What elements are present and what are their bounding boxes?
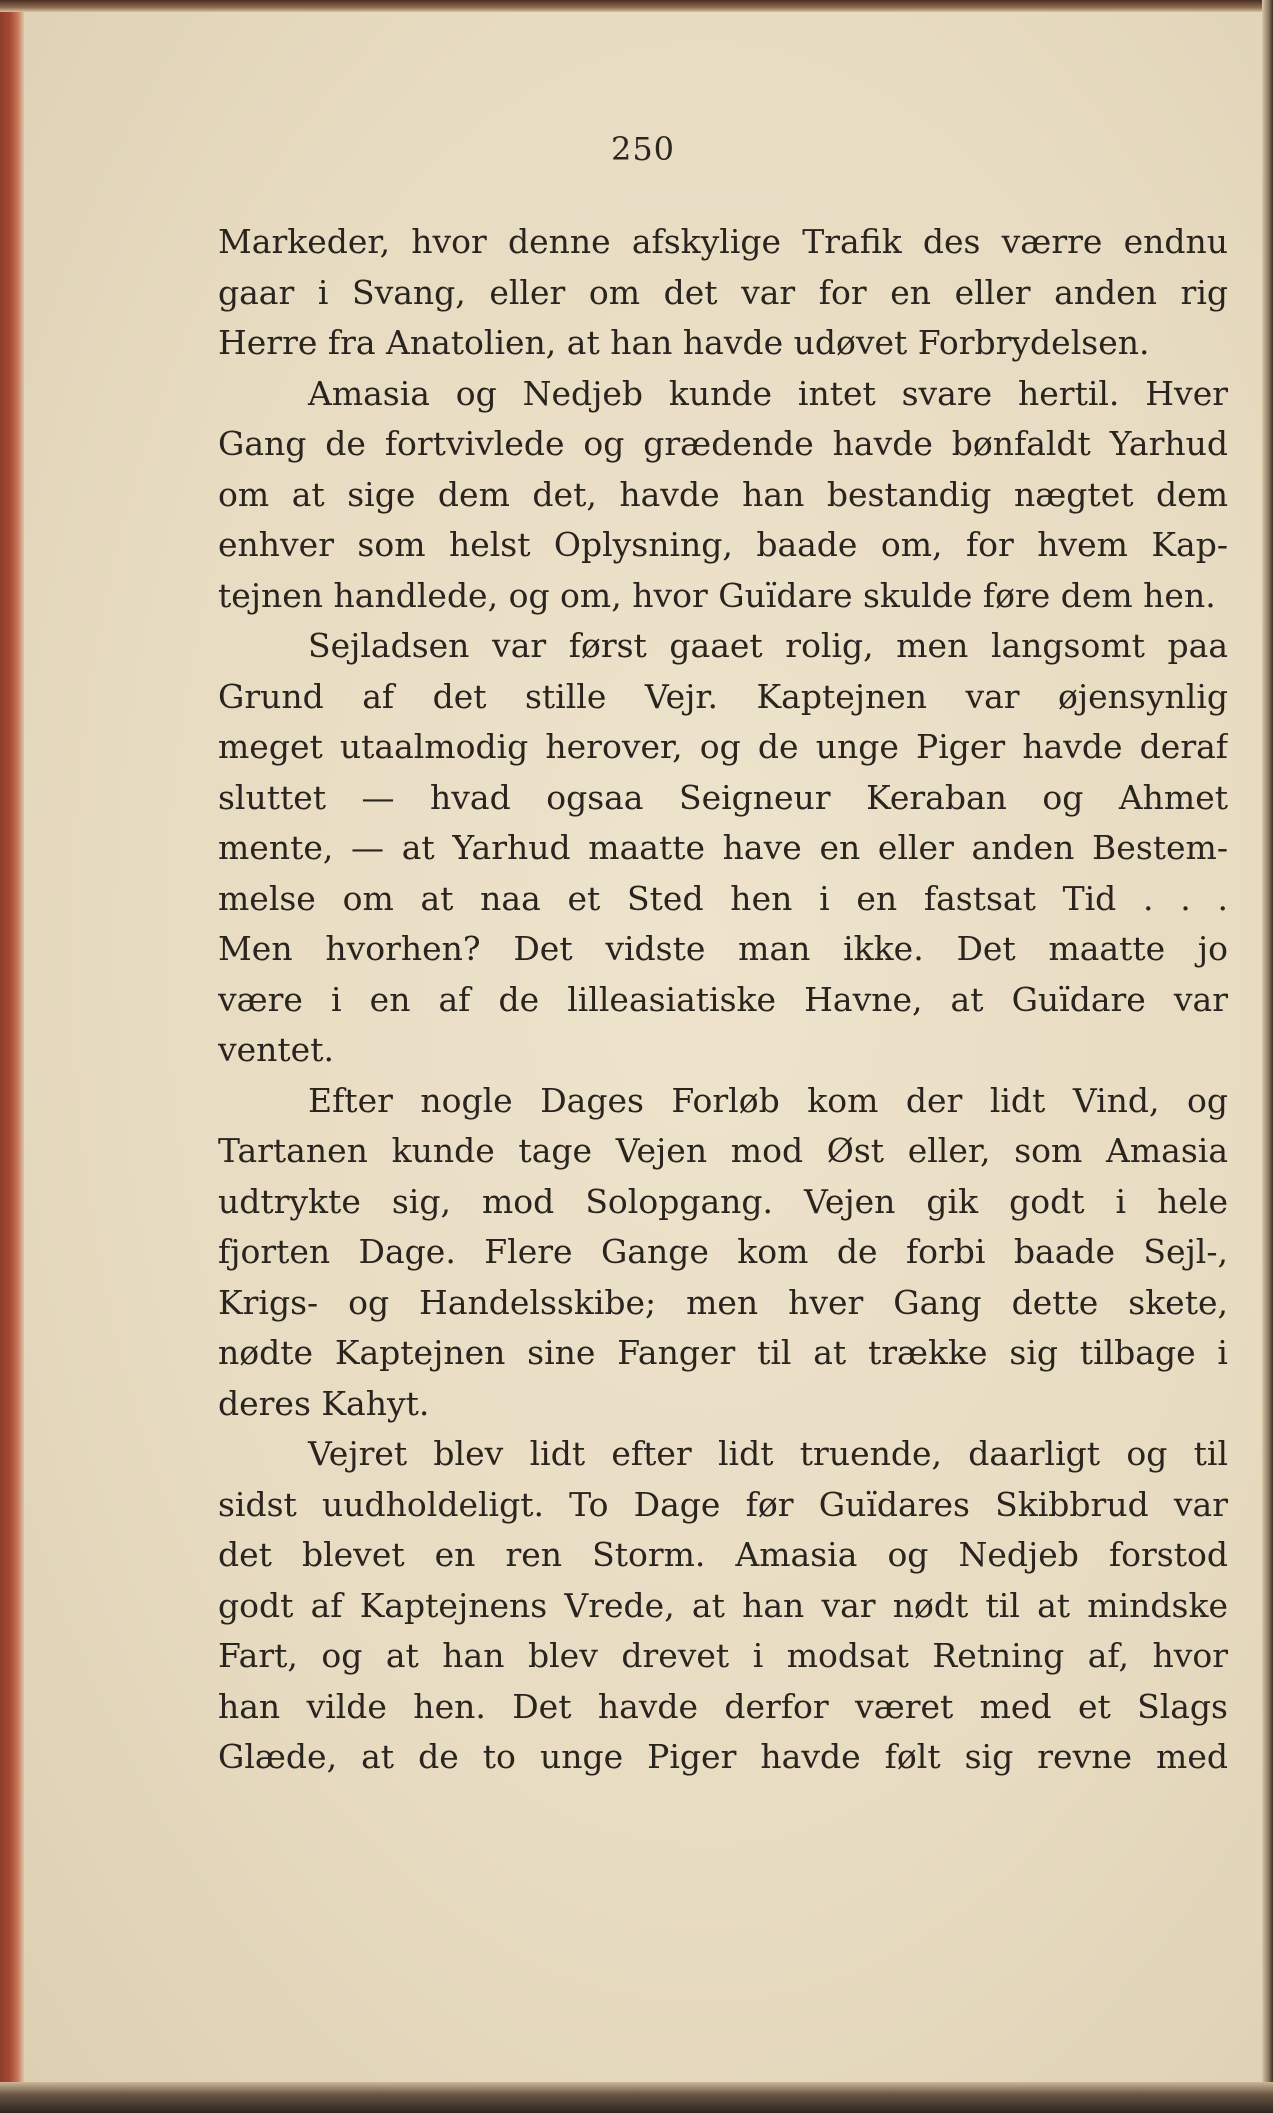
body-text [218,217,1228,1783]
text-line: Herre fra Anatolien, at han havde udøvet Forbrydelsen. [218,323,1150,362]
text-line: Krigs- og Handelsskibe; men hver Gang dette skete, [218,1282,1228,1322]
text-line: enhver som helst Oplysning, baade om, for hvem Kap- [218,525,1228,564]
text-line: melse om at naa et Sted hen i en fastsat Tid . . . [218,878,1228,918]
text-line: Markeder, hvor denne afskylige Trafik des værre endnu [218,222,1228,261]
text-line: nødte Kaptejnen sine Fanger til at trække sig tilbage i [218,1333,1228,1372]
text-line: udtrykte sig, mod Solopgang. Vejen gik godt i hele [218,1181,1228,1221]
text-line: Glæde, at de to unge Piger havde følt sig revne med [218,1737,1228,1776]
text-line: Gang de fortvivlede og grædende havde bønfaldt Yarhud [218,424,1228,463]
text-line: være i en af de lilleasiatiske Havne, at Guïdare var [218,979,1228,1019]
text-line: meget utaalmodig herover, og de unge Piger havde deraf [218,727,1228,766]
text-line: det blevet en ren Storm. Amasia og Nedjeb forstod [218,1535,1228,1574]
text-line: Vejret blev lidt efter lidt truende, daarligt og til [308,1434,1228,1473]
text-line: om at sige dem det, havde han bestandig nægtet dem [218,474,1228,514]
text-line: deres Kahyt. [218,1383,430,1423]
text-line: Sejladsen var først gaaet rolig, men langsomt paa [308,626,1228,665]
text-line: godt af Kaptejnens Vrede, at han var nødt til at mindske [218,1585,1228,1625]
book-top-edge [0,0,1273,12]
text-line: mente, — at Yarhud maatte have en eller anden Bestem- [218,828,1228,867]
text-line: Grund af det stille Vejr. Kaptejnen var øjensynlig [218,676,1228,716]
text-line: Men hvorhen? Det vidste man ikke. Det maatte jo [218,929,1228,968]
book-page [24,12,1262,2082]
text-line: sidst uudholdeligt. To Dage før Guïdares Skibbrud var [218,1484,1228,1524]
book-right-edge [1262,0,1273,2113]
text-line: Efter nogle Dages Forløb kom der lidt Vind, og [308,1080,1228,1120]
text-line: fjorten Dage. Flere Gange kom de forbi baade Sejl-, [218,1232,1228,1271]
book-bottom-edge [0,2082,1273,2113]
text-line: Fart, og at han blev drevet i modsat Retning af, hvor [218,1636,1228,1675]
text-line: sluttet — hvad ogsaa Seigneur Keraban og Ahmet [218,777,1228,817]
text-line: tejnen handlede, og om, hvor Guïdare skulde føre dem hen. [218,575,1216,615]
text-line: han vilde hen. Det havde derfor været med et Slags [218,1686,1228,1726]
text-line: Amasia og Nedjeb kunde intet svare hertil. Hver [308,373,1228,413]
text-line: ventet. [218,1030,334,1069]
page-number: 250 [610,130,676,168]
text-line: Tartanen kunde tage Vejen mod Øst eller, som Amasia [218,1131,1228,1170]
text-line: gaar i Svang, eller om det var for en eller anden rig [218,272,1228,312]
